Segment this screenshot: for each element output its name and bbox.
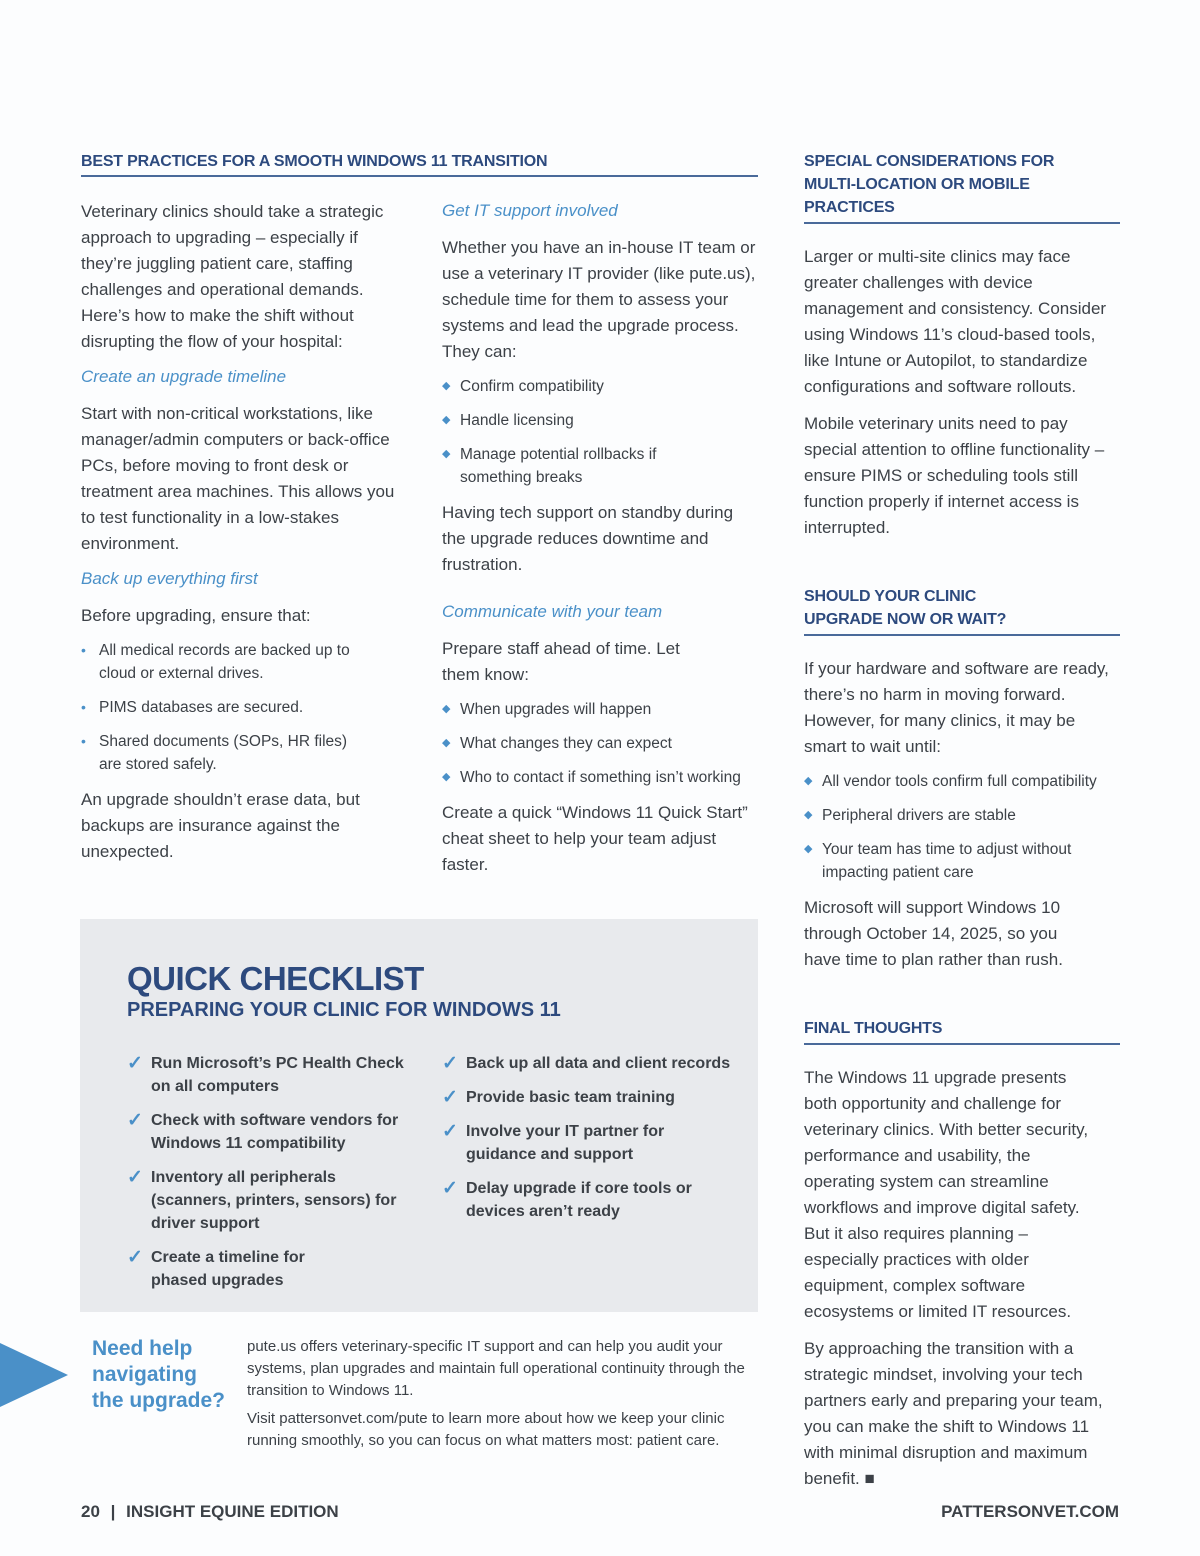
wait-outro: Microsoft will support Windows 10 through October 14, 2025, so you have time to plan rather than rush.	[804, 898, 1063, 969]
list-item: ◆ What changes they can expect	[442, 732, 758, 755]
backup-list	[81, 639, 371, 776]
checklist-subtitle: PREPARING YOUR CLINIC FOR WINDOWS 11	[127, 999, 561, 1021]
checklist-column-1	[127, 1052, 412, 1303]
checkmark-icon: ✓	[442, 1053, 458, 1074]
checklist-item: ✓ Check with software vendors for Windows 11 compatibility	[127, 1110, 399, 1152]
checklist-item: ✓ Create a timeline for phased upgrades	[127, 1247, 305, 1289]
help-paragraph-2: Visit pattersonvet.com/pute to learn more about how we keep your clinic running smoothly, so you can focus on what matters most: patient care.	[247, 1410, 725, 1449]
list-item: • Shared documents (SOPs, HR files) are stored safely.	[81, 733, 348, 773]
list-item: ◆ Manage potential rollbacks if something breaks	[442, 443, 672, 489]
checklist-title: QUICK CHECKLIST	[127, 960, 424, 997]
checkmark-icon: ✓	[127, 1110, 143, 1131]
it-paragraph: Whether you have an in-house IT team or use a veterinary IT provider (like pute.us), schedule time for them to assess your systems and lead the upgrade process. They can:	[442, 238, 756, 361]
checkmark-icon: ✓	[442, 1087, 458, 1108]
checklist-item: ✓ Provide basic team training	[442, 1087, 675, 1108]
diamond-icon: ◆	[442, 703, 451, 715]
page-number: 20	[81, 1502, 100, 1521]
list-item: ◆ Your team has time to adjust without impacting patient care	[804, 838, 1104, 884]
right-column	[804, 150, 1120, 1492]
team-outro: Create a quick “Windows 11 Quick Start” cheat sheet to help your team adjust faster.	[442, 803, 748, 874]
subheading-it-support: Get IT support involved	[442, 201, 618, 220]
footer-left	[81, 1502, 339, 1522]
checkmark-icon: ✓	[442, 1121, 458, 1142]
list-item: ◆ All vendor tools confirm full compatibility	[804, 770, 1104, 793]
team-paragraph: Prepare staff ahead of time. Let them know:	[442, 639, 680, 684]
checklist-item: ✓ Inventory all peripherals (scanners, printers, sensors) for driver support	[127, 1167, 397, 1232]
list-item: • PIMS databases are secured.	[81, 699, 304, 716]
help-title: Need help navigating the upgrade?	[92, 1337, 226, 1412]
list-item: ◆ Handle licensing	[442, 409, 672, 432]
help-paragraph-1: pute.us offers veterinary-specific IT support and can help you audit your systems, plan upgrades and maintain full operational continuity through the transition to Windows 11.	[247, 1338, 745, 1399]
it-outro: Having tech support on standby during the upgrade reduces downtime and frustration.	[442, 503, 734, 574]
heading-rule	[804, 222, 1120, 224]
checklist-item: ✓ Run Microsoft’s PC Health Check on all computers	[127, 1053, 404, 1095]
special-paragraph-2: Mobile veterinary units need to pay special attention to offline functionality – ensure PIMS or scheduling tools still function properly if internet access is interrupted.	[804, 414, 1105, 537]
checkmark-icon: ✓	[127, 1247, 143, 1268]
section-heading-wait: SHOULD YOUR CLINIC UPGRADE NOW OR WAIT?	[804, 588, 1007, 628]
final-paragraph-1: The Windows 11 upgrade presents both opportunity and challenge for veterinary clinics. With better security, performance and usability, the operating system can streamline workflows and improve digital safety. But it also requires planning – especially practices with older equipment, complex software ecosystems or limited IT resources.	[804, 1068, 1089, 1321]
team-list	[442, 698, 758, 789]
it-list	[442, 375, 672, 489]
checkmark-icon: ✓	[442, 1178, 458, 1199]
heading-rule	[804, 634, 1120, 636]
list-item: ◆ When upgrades will happen	[442, 698, 758, 721]
footer-separator: |	[110, 1502, 116, 1521]
timeline-paragraph: Start with non-critical workstations, like manager/admin computers or back-office PCs, before moving to front desk or treatment area machines. This allows you to test functionality in a low-stakes environment.	[81, 404, 395, 553]
diamond-icon: ◆	[442, 737, 451, 749]
list-item: ◆ Confirm compatibility	[442, 375, 672, 398]
subheading-team: Communicate with your team	[442, 602, 663, 621]
section-heading-final: FINAL THOUGHTS	[804, 1020, 943, 1037]
intro-paragraph: Veterinary clinics should take a strategic approach to upgrading – especially if they’re juggling patient care, staffing challenges and operational demands. Here’s how to make the shift without disrupting the flow of your hospital:	[81, 202, 384, 351]
arrow-pointer-icon	[0, 1343, 70, 1407]
section-heading-best-practices: BEST PRACTICES FOR A SMOOTH WINDOWS 11 TRANSITION	[81, 153, 548, 170]
middle-column	[442, 199, 758, 878]
checklist-item: ✓ Delay upgrade if core tools or devices aren’t ready	[442, 1178, 692, 1220]
quick-checklist-panel	[80, 919, 758, 1312]
diamond-icon: ◆	[804, 775, 813, 787]
backup-outro: An upgrade shouldn’t erase data, but backups are insurance against the unexpected.	[81, 790, 360, 861]
checkmark-icon: ✓	[127, 1053, 143, 1074]
diamond-icon: ◆	[804, 843, 813, 855]
heading-rule	[804, 1043, 1120, 1045]
diamond-icon: ◆	[442, 380, 451, 392]
heading-rule	[81, 175, 758, 177]
diamond-icon: ◆	[442, 771, 451, 783]
checklist-item: ✓ Involve your IT partner for guidance and support	[442, 1121, 665, 1163]
diamond-icon: ◆	[442, 414, 451, 426]
subheading-backup: Back up everything first	[81, 569, 258, 588]
site-url[interactable]: PATTERSONVET.COM	[941, 1502, 1119, 1521]
wait-paragraph: If your hardware and software are ready, there’s no harm in moving forward. However, for many clinics, it may be smart to wait until:	[804, 659, 1109, 756]
checklist-item: ✓ Back up all data and client records	[442, 1053, 731, 1074]
section-heading-special: SPECIAL CONSIDERATIONS FOR MULTI-LOCATION OR MOBILE PRACTICES	[804, 153, 1055, 216]
diamond-icon: ◆	[804, 809, 813, 821]
list-item: • All medical records are backed up to cloud or external drives.	[81, 642, 350, 682]
checkmark-icon: ✓	[127, 1167, 143, 1188]
subheading-timeline: Create an upgrade timeline	[81, 367, 287, 386]
list-item: ◆ Peripheral drivers are stable	[804, 804, 1104, 827]
checklist-column-2	[442, 1052, 732, 1234]
wait-list	[804, 770, 1104, 884]
backup-intro: Before upgrading, ensure that:	[81, 606, 311, 625]
edition-label: INSIGHT EQUINE EDITION	[126, 1502, 339, 1521]
left-column	[81, 199, 411, 865]
final-paragraph-2: By approaching the transition with a strategic mindset, involving your tech partners early and preparing your team, you can make the shift to Windows 11 with minimal disruption and maximum benefit. ■	[804, 1339, 1103, 1488]
special-paragraph-1: Larger or multi-site clinics may face greater challenges with device management and consistency. Consider using Windows 11’s cloud-based tools, like Intune or Autopilot, to standardize configurations and software rollouts.	[804, 247, 1107, 396]
list-item: ◆ Who to contact if something isn’t working	[442, 766, 758, 789]
diamond-icon: ◆	[442, 448, 451, 460]
